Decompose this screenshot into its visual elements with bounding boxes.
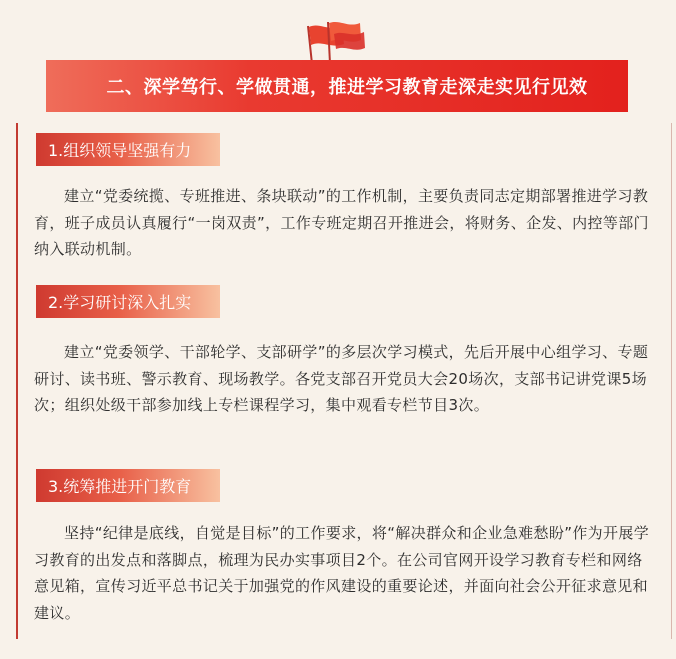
section-banner <box>46 60 628 112</box>
section-heading-3: 3.统筹推进开门教育 <box>36 469 220 502</box>
section-body-3: 坚持“纪律是底线，自觉是目标”的工作要求，将“解决群众和企业急难愁盼”作为开展学习教育的出发点和落脚点，梳理为民办实事项目2个。在公司官网开设学习教育专栏和网络意见箱，宣传习近平总书记关于加强党的作风建设的重要论述，并面向社会公开征求意见和建议。 <box>34 524 650 623</box>
section-heading-1: 1.组织领导坚强有力 <box>36 133 220 166</box>
banner-title: 二、深学笃行、学做贯通，推进学习教育走深走实见行见效 <box>106 77 588 98</box>
red-flags-icon <box>298 18 370 66</box>
left-border <box>16 123 18 639</box>
section-body-1: 建立“党委统揽、专班推进、条块联动”的工作机制，主要负责同志定期部署推进学习教育，班子成员认真履行“一岗双责”，工作专班定期召开推进会，将财务、企发、内控等部门纳入联动机制。 <box>34 187 649 259</box>
right-border <box>671 123 672 639</box>
section-body-2: 建立“党委领学、干部轮学、支部研学”的多层次学习模式，先后开展中心组学习、专题研讨、读书班、警示教育、现场教学。各党支部召开党员大会20场次，支部书记讲党课5场次；组织处级干部参加线上专栏课程学习，集中观看专栏节目3次。 <box>34 343 649 415</box>
section-heading-2: 2.学习研讨深入扎实 <box>36 285 220 318</box>
